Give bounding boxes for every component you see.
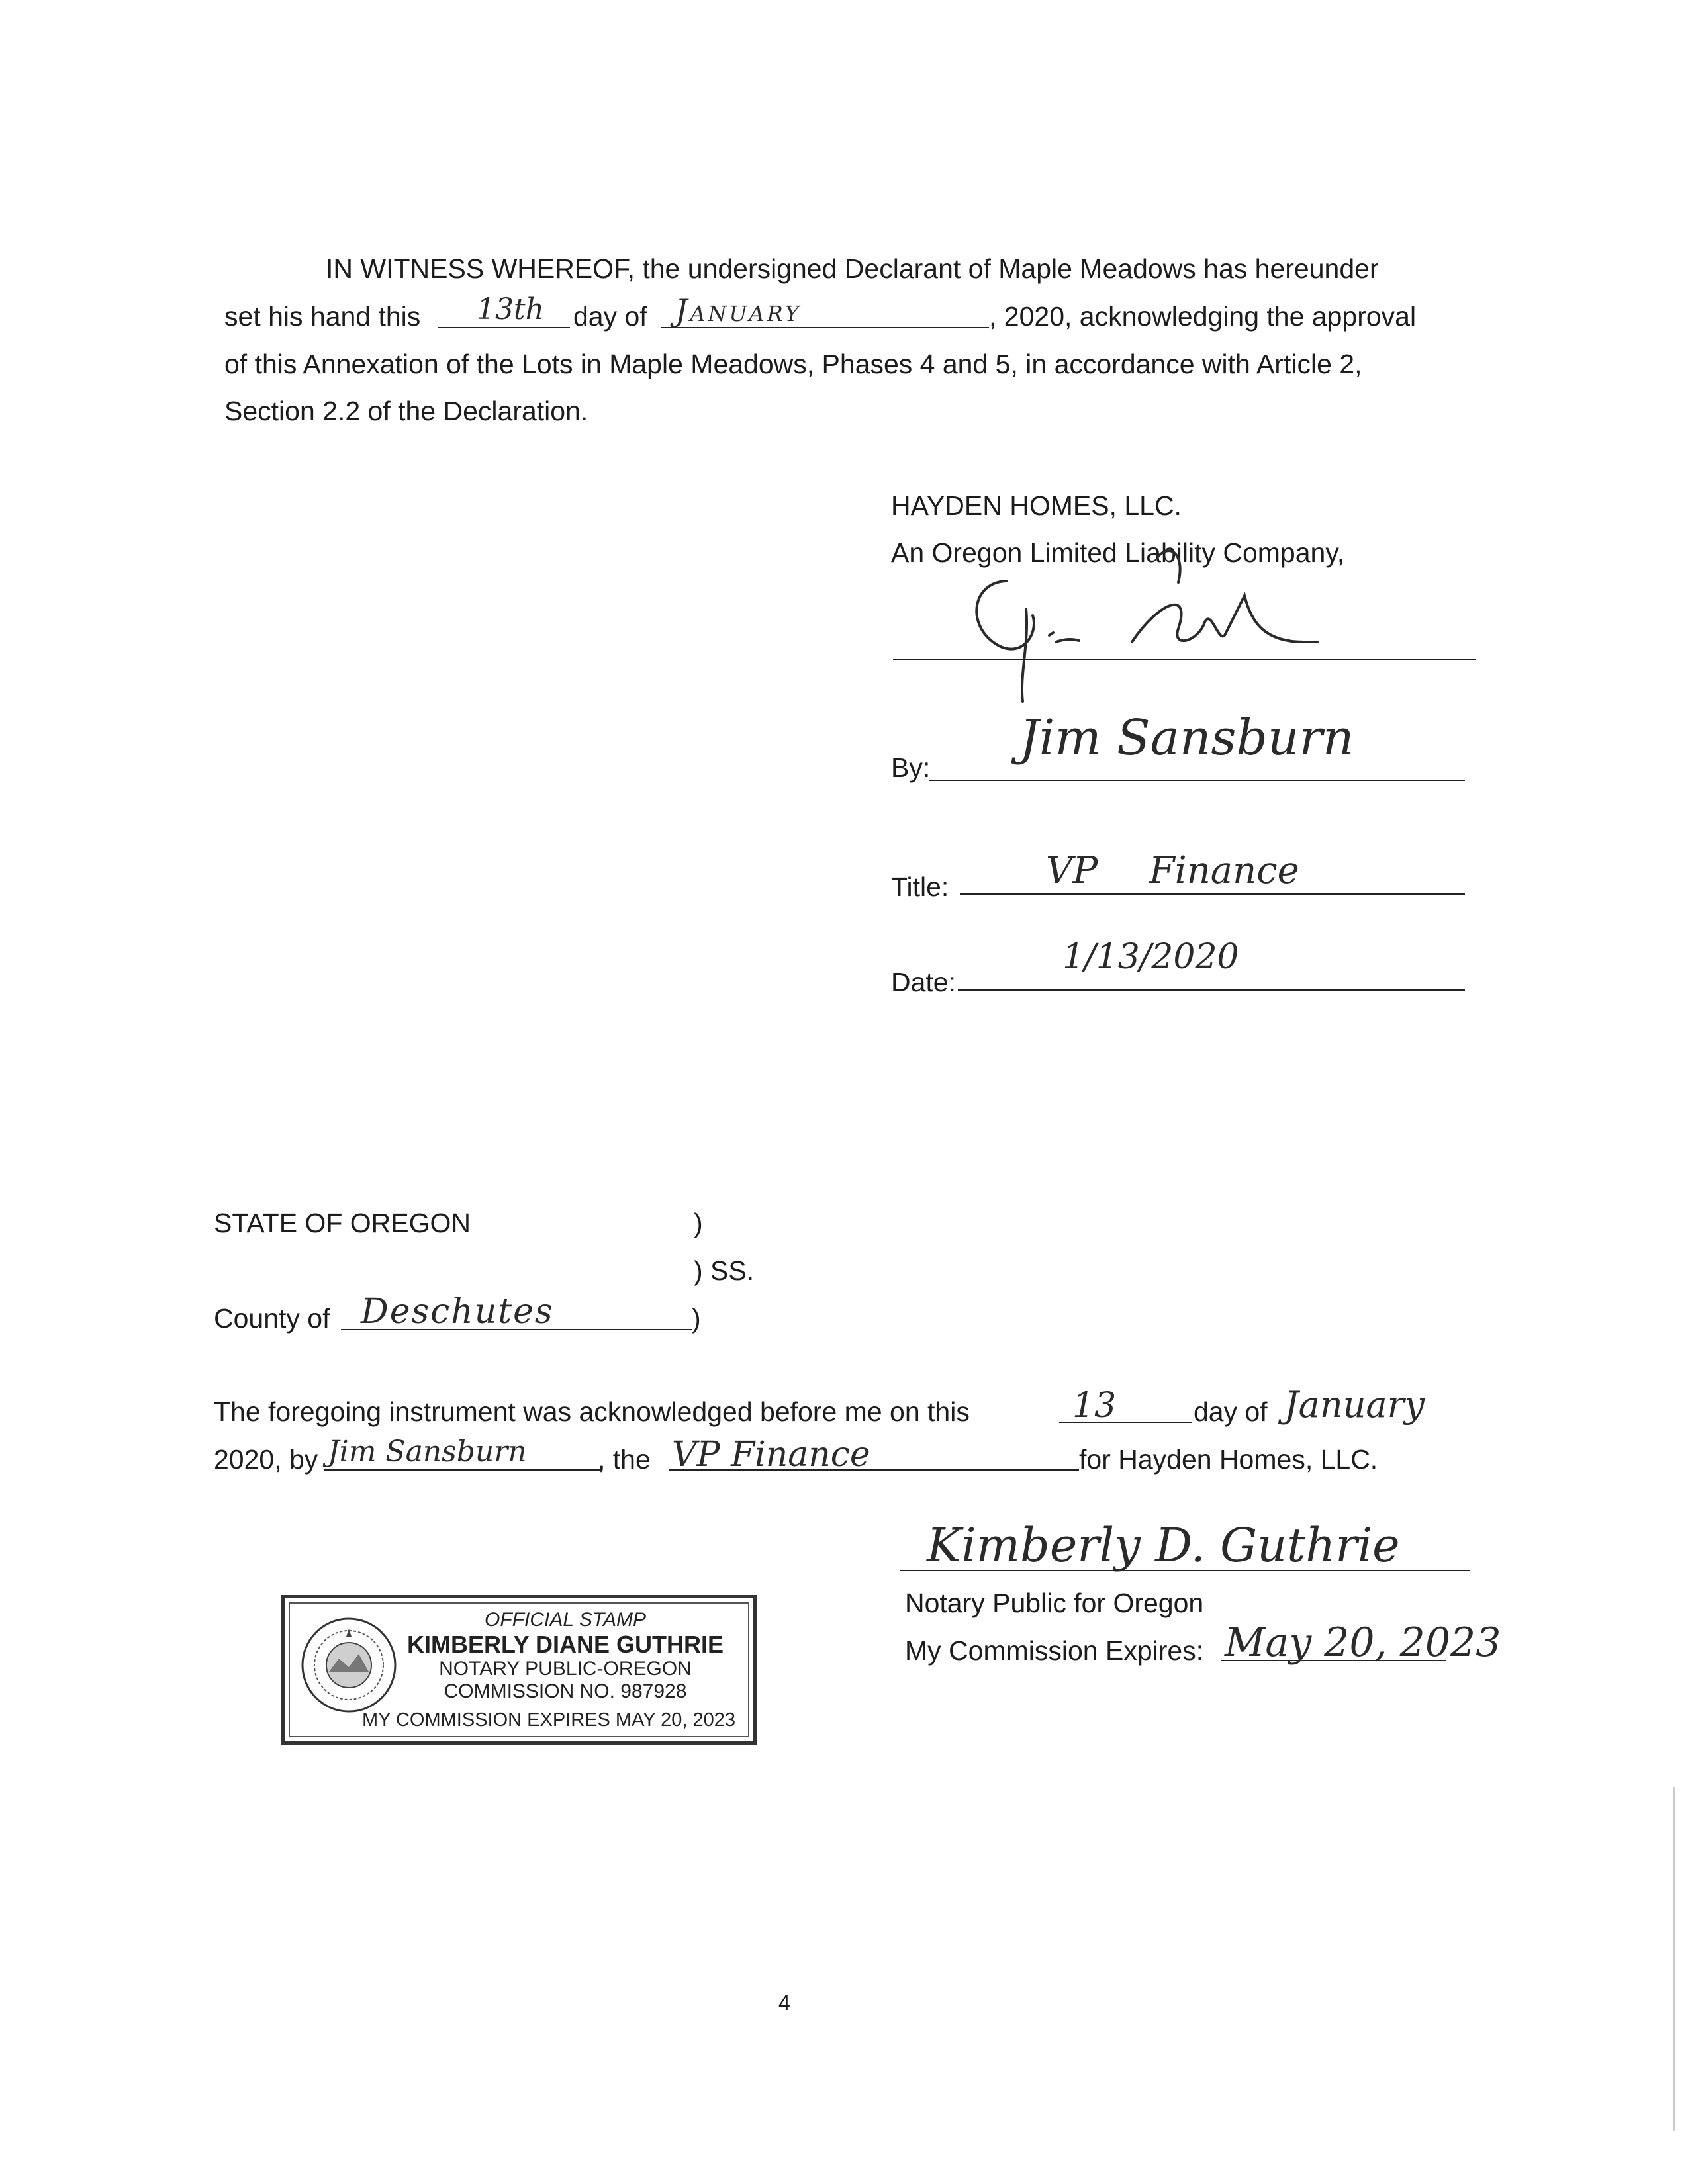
official-notary-stamp [281, 1595, 757, 1745]
ack-line-2c: for Hayden Homes, LLC. [1079, 1444, 1378, 1475]
witness-line-2a: set his hand this [224, 301, 421, 332]
county-value-handwritten: Deschutes [361, 1292, 554, 1332]
handwritten-day: 13th [477, 293, 545, 326]
title-value-handwritten: VP Finance [1046, 849, 1299, 892]
signature-line [893, 659, 1476, 660]
by-line [929, 780, 1465, 781]
page-number: 4 [778, 1991, 790, 2015]
stamp-line-5: MY COMMISSION EXPIRES MAY 20, 2023 [361, 1709, 736, 1731]
date-value-handwritten: 1/13/2020 [1062, 937, 1239, 977]
witness-line-3: of this Annexation of the Lots in Maple Meadows, Phases 4 and 5, in accordance with Article 2, [224, 349, 1362, 379]
notary-signature-handwritten: Kimberly D. Guthrie [927, 1518, 1400, 1572]
county-label: County of [214, 1303, 330, 1334]
notary-public-label: Notary Public for Oregon [905, 1588, 1204, 1618]
venue-paren-1: ) [694, 1208, 703, 1238]
oregon-seal-icon [299, 1615, 399, 1715]
witness-line-4: Section 2.2 of the Declaration. [224, 396, 588, 426]
ack-title-handwritten: VP Finance [672, 1435, 870, 1475]
stamp-line-2: KIMBERLY DIANE GUTHRIE [406, 1631, 724, 1658]
ack-name-line [324, 1469, 602, 1471]
ack-month-handwritten: January [1284, 1384, 1425, 1426]
scan-edge-artifact [1673, 1787, 1675, 2131]
witness-line-1: IN WITNESS WHEREOF, the undersigned Declarant of Maple Meadows has hereunder [326, 253, 1379, 284]
commission-label: My Commission Expires: [905, 1635, 1204, 1666]
ack-line-2b: , the [598, 1444, 651, 1475]
company-description: An Oregon Limited Liability Company, [891, 537, 1345, 568]
stamp-line-4: COMMISSION NO. 987928 [444, 1680, 687, 1702]
day-blank [438, 327, 570, 328]
by-label: By: [891, 752, 931, 783]
notary-signature-line [900, 1570, 1470, 1571]
ack-day-handwritten: 13 [1072, 1386, 1117, 1426]
signature-scrawl [894, 543, 1476, 715]
ack-name-handwritten: Jim Sansburn [328, 1435, 527, 1469]
ack-line-1a: The foregoing instrument was acknowledged before me on this [214, 1396, 970, 1427]
state-heading: STATE OF OREGON [214, 1208, 471, 1238]
witness-line-2b: day of [573, 301, 647, 332]
stamp-line-1: OFFICIAL STAMP [485, 1609, 646, 1631]
handwritten-month: January [675, 293, 802, 328]
by-value-handwritten: Jim Sansburn [1019, 709, 1354, 766]
date-line [958, 989, 1465, 991]
ack-line-2a: 2020, by [214, 1444, 318, 1475]
venue-paren-3: ) [692, 1303, 701, 1334]
title-label: Title: [891, 872, 949, 902]
company-name: HAYDEN HOMES, LLC. [891, 490, 1182, 521]
commission-value-handwritten: May 20, 2023 [1225, 1619, 1501, 1666]
date-label: Date: [891, 967, 956, 997]
ack-line-1b: day of [1194, 1396, 1268, 1427]
title-line [960, 893, 1465, 895]
stamp-line-3: NOTARY PUBLIC-OREGON [439, 1658, 692, 1680]
witness-line-2c: , 2020, acknowledging the approval [989, 301, 1417, 332]
venue-ss: ) SS. [694, 1255, 755, 1286]
